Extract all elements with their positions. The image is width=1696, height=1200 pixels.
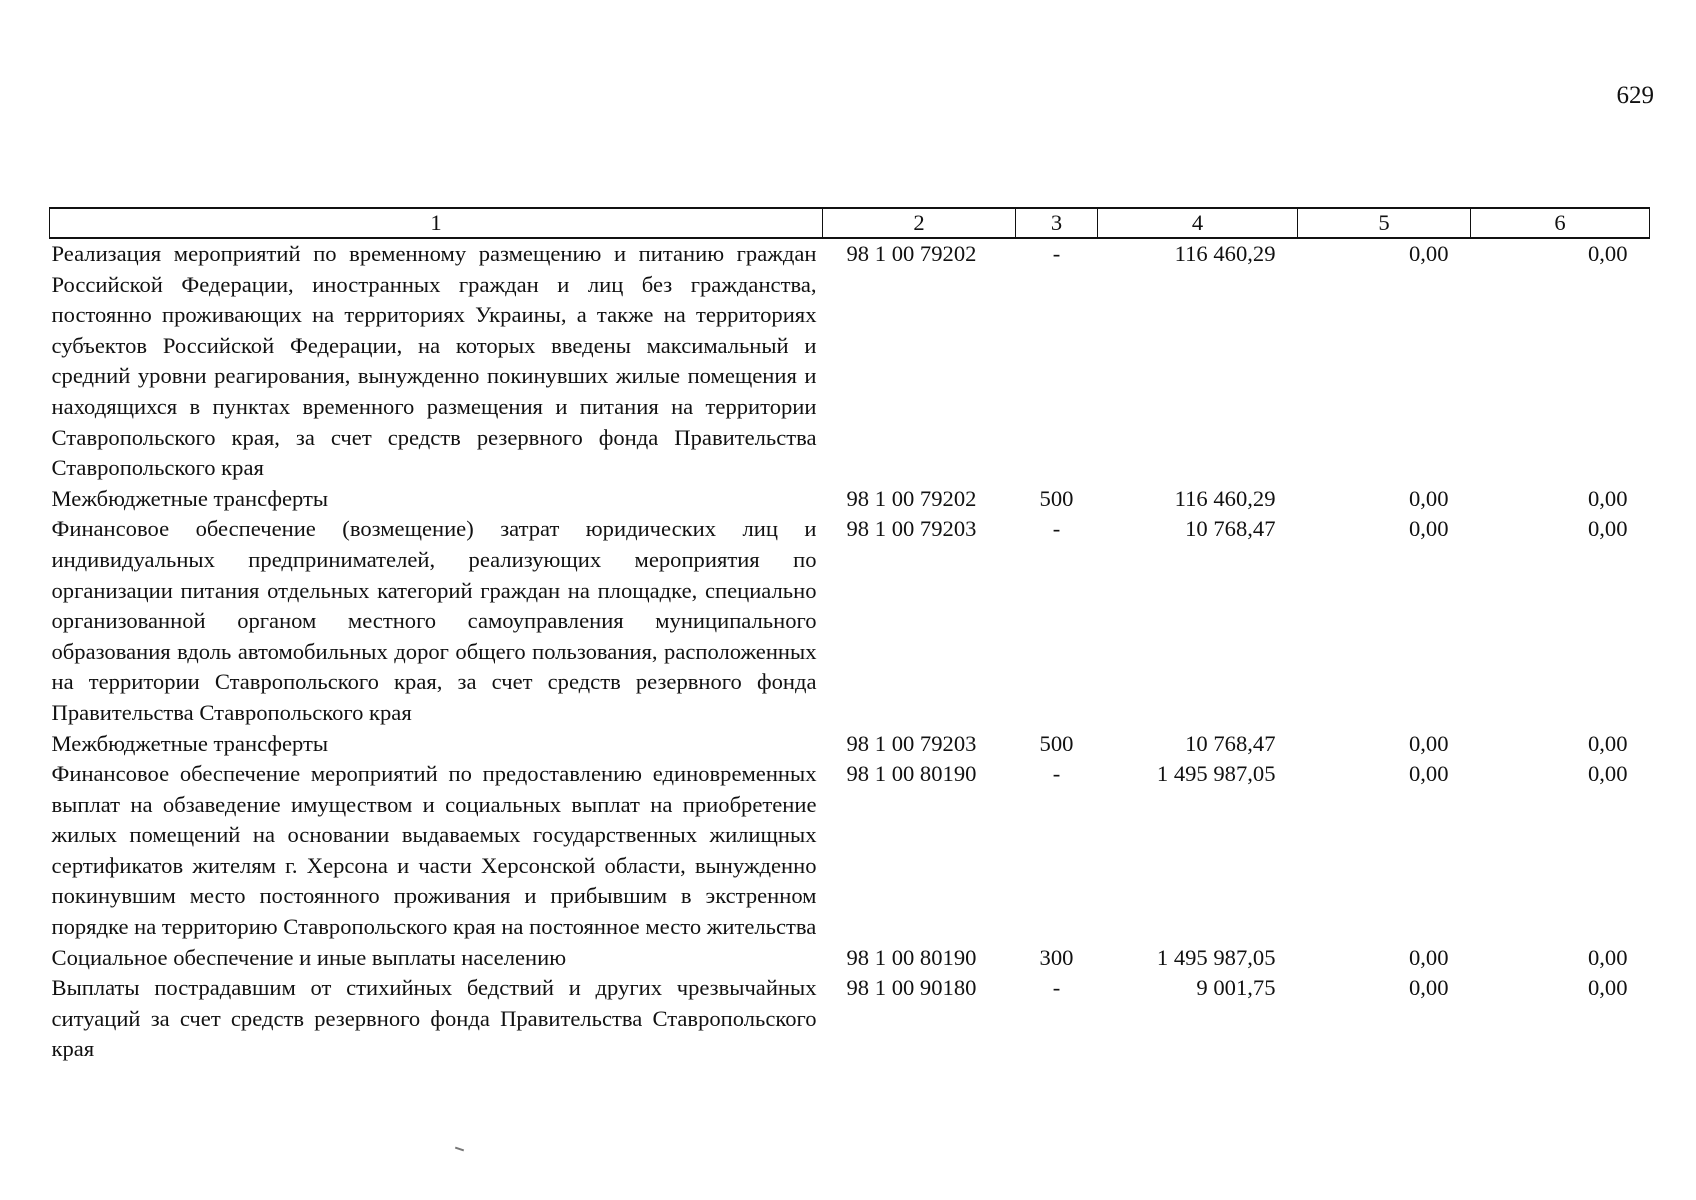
row-amount-col6: 0,00 xyxy=(1587,730,1628,756)
budget-table xyxy=(49,207,1650,1065)
row-amount-col4: 9 001,75 xyxy=(1196,975,1276,1001)
row-amount-col6: 0,00 xyxy=(1587,975,1628,1001)
row-target-code: 98 1 00 79203 xyxy=(846,516,977,542)
column-header-6: 6 xyxy=(1471,208,1650,238)
row-amount-col6: 0,00 xyxy=(1587,485,1628,511)
row-amount-col4: 116 460,29 xyxy=(1174,485,1276,511)
row-expense-type: 300 xyxy=(1039,944,1074,970)
row-amount-col4: 10 768,47 xyxy=(1185,516,1276,542)
column-header-1: 1 xyxy=(50,208,823,238)
row-amount-col5: 0,00 xyxy=(1408,516,1449,542)
row-target-code: 98 1 00 79202 xyxy=(846,485,977,511)
column-header-3: 3 xyxy=(1016,208,1098,238)
row-expense-type: - xyxy=(1052,241,1061,266)
row-amount-col4: 1 495 987,05 xyxy=(1156,944,1276,970)
row-name: Выплаты пострадавшим от стихийных бедствий и других чрезвычайных ситуаций за счет средств резервного фонда Правительства Ставропольского края xyxy=(51,975,817,1062)
row-name: Финансовое обеспечение мероприятий по предоставлению единовременных выплат на обзаведение имуществом и социальных выплат на приобретение жилых помещений на основании выдаваемых государственных жилищных сертификатов жителям г. Херсона и части Херсонской области, вынужденно покинувшим место постоянного проживания и прибывшим в экстренном порядке на территорию Ставропольского края на постоянное место жительства xyxy=(51,761,817,940)
table-row xyxy=(50,484,1650,515)
row-amount-col5: 0,00 xyxy=(1408,730,1449,756)
table-row xyxy=(50,759,1650,943)
row-name: Социальное обеспечение и иные выплаты населению xyxy=(51,944,567,970)
table-row xyxy=(50,238,1650,484)
row-expense-type: - xyxy=(1052,516,1061,542)
table-header-row xyxy=(50,208,1650,238)
page-number: 629 xyxy=(1616,82,1654,109)
row-target-code: 98 1 00 79202 xyxy=(846,241,977,266)
table-row xyxy=(50,973,1650,1065)
row-amount-col6: 0,00 xyxy=(1587,944,1628,970)
row-target-code: 98 1 00 79203 xyxy=(846,730,977,756)
row-amount-col6: 0,00 xyxy=(1587,516,1628,542)
column-header-4: 4 xyxy=(1098,208,1298,238)
row-name: Финансовое обеспечение (возмещение) затрат юридических лиц и индивидуальных предпринимателей, реализующих мероприятия по организации питания отдельных категорий граждан на площадке, специально организованной органом местного самоуправления муниципального образования вдоль автомобильных дорог общего пользования, расположенных на территории Ставропольского края, за счет средств резервного фонда Правительства Ставропольского края xyxy=(51,516,817,725)
row-name: Межбюджетные трансферты xyxy=(51,730,329,756)
row-amount-col5: 0,00 xyxy=(1408,485,1449,511)
table-row xyxy=(50,514,1650,728)
row-target-code: 98 1 00 90180 xyxy=(846,975,977,1001)
table-row xyxy=(50,943,1650,974)
row-amount-col4: 116 460,29 xyxy=(1174,241,1276,266)
row-expense-type: - xyxy=(1052,975,1061,1001)
row-target-code: 98 1 00 80190 xyxy=(846,944,977,970)
row-amount-col4: 10 768,47 xyxy=(1185,730,1276,756)
row-amount-col5: 0,00 xyxy=(1408,975,1449,1001)
row-amount-col5: 0,00 xyxy=(1408,944,1449,970)
row-expense-type: 500 xyxy=(1039,485,1074,511)
row-target-code: 98 1 00 80190 xyxy=(846,761,977,787)
row-amount-col5: 0,00 xyxy=(1408,761,1449,787)
column-header-2: 2 xyxy=(823,208,1016,238)
row-amount-col5: 0,00 xyxy=(1408,241,1449,266)
row-name: Межбюджетные трансферты xyxy=(51,485,329,511)
row-expense-type: - xyxy=(1052,761,1061,787)
scan-artifact xyxy=(455,1147,464,1152)
row-amount-col6: 0,00 xyxy=(1587,761,1628,787)
row-expense-type: 500 xyxy=(1039,730,1074,756)
row-amount-col6: 0,00 xyxy=(1587,241,1628,266)
row-amount-col4: 1 495 987,05 xyxy=(1156,761,1276,787)
table-row xyxy=(50,729,1650,760)
row-name: Реализация мероприятий по временному размещению и питанию граждан Российской Федерации, иностранных граждан и лиц без гражданства, постоянно проживающих на территориях Украины, а также на территориях субъектов Российской Федерации, на которых введены максимальный и средний уровни реагирования, вынужденно покинувших жилые помещения и находящихся в пунктах временного размещения и питания на территории Ставропольского края, за счет средств резервного фонда Правительства Ставропольского края xyxy=(51,241,817,481)
column-header-5: 5 xyxy=(1298,208,1471,238)
